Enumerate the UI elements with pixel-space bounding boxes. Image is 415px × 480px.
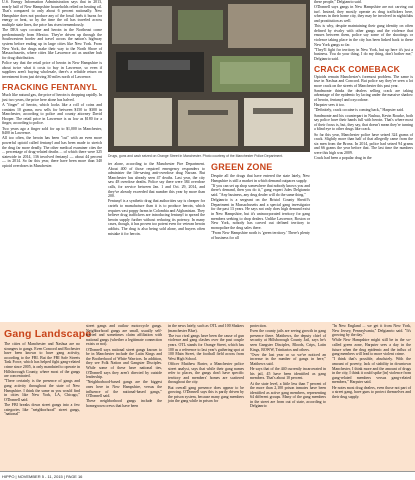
paragraph: But overall gang presence does appear to be growing. O'Donnell says this is partly driven by the prison system, because many gang members join the gang while in prison for	[168, 385, 244, 404]
paragraph: "Definitely, crack cocaine is coming back," Harpster said.	[314, 108, 404, 113]
paragraph: The two rival gangs have been the cause of gun violence and gang clashes over the past couple years. OTL stands for Orange Street, which has 100 as a reference to last year's gathering spot at 100 Main Street, the football field across from West High School.	[168, 333, 244, 361]
article-column-3	[211, 162, 310, 241]
paragraph: street gangs and outlaw motorcycle gangs. Neighborhood gangs are small, usually self-started and sometimes claim affiliation with national gangs (whether a legitimate connection exists or not).	[86, 324, 162, 347]
photo-caption: Drugs, guns and cash seized on Orange Street in Manchester. Photo courtesy of the Manchester Police Department.	[108, 154, 284, 158]
sidebar-column-4	[250, 324, 326, 410]
paragraph: All too often, the heroin has been "cut" with an even more powerful opioid called fentanyl and has been made to stretch the drug far more deadly. The other medical examiner cites the ... percentage of drug-related deaths ... of which there were 325 statewide in 2014, 136 involved fentanyl — about 44 percent — in 2014. So far this year, there have been more than 340 opioid overdoses in Manchester.	[2, 136, 102, 168]
seized-drugs-photo	[108, 0, 310, 152]
paragraph: "I think that's possible, absolutely. With the amount of poverty, lack of stability in downtown Manchester, I think more and the amount of drugs in the city, I think it could spike [in] violence from gang-related members versus gang-related members," Harpster said.	[332, 357, 411, 385]
paragraph: These neighborhood gangs include the homegrown crews that have been	[86, 399, 162, 408]
paragraph: Crack had been a popular drug in the	[314, 156, 372, 161]
paragraph: Even the county jails are seeing growth in gang presence there. Matthews, the deputy chief of security at Hillsborough County Jail, says he's seen Gangster Disciples, Bloods, Crips, Latin Kings, BOWW, Trinitarios and others.	[250, 329, 326, 352]
gang-landscape-sidebar	[0, 322, 415, 471]
paragraph: So far this year, Manchester police have seized 324 grams of crack. Slightly more than half of that allegedly came from the six men from the Bronx. In 2014, police had seized 94 grams and 66 grams the year before that. The last time the numbers were this high was 2009.	[314, 132, 413, 155]
paragraph: Fentanyl is a synthetic drug that authorities say is cheaper for cartels to manufacture than it is to produce heroin, which requires vast poppy farms in Colombia and Afghanistan. They believe drug traffickers are introducing fentanyl to spread the heroin supply further without reducing its potency. In many cases, though, it has proven too potent even for veteran heroin addicts. The drug is also being sold alone, and buyers often mistake it for heroin.	[108, 199, 205, 236]
paragraph: This is why, despite maintaining their gang identity on often defined by rivalry with other gangs and the violence that ensues between them, police say some of the shootings or violence taking place in the city has been linked back to these New York gangs so far.	[314, 24, 413, 47]
paragraph: While New Hampshire might still be in the so-called green zone, Harpster sees a day in the future when the drug epidemic and the influx of gang members will lead to more violent crime.	[332, 338, 411, 357]
paragraph: Opioids remain Manchester's foremost problem. The same is true in Nashua and Concord. But police say they've seen a lot more crack on the streets of Manchester this past year.	[314, 74, 413, 88]
paragraph: Despite all the drugs that have entered the state lately, New Hampshire is still a market in which demand outpaces supply.	[211, 174, 310, 183]
paragraph: "There certainly is the presence of gangs and gang activity throughout the state of New Hampshire. I think the same as you would find in cities like New York, LA, Chicago," O'Donnell said.	[4, 379, 80, 402]
article-column-1	[2, 0, 102, 169]
sidebar-column-1	[4, 342, 80, 417]
paragraph: Sandmonte and his counterpart in Nashua, Kevin Rourke, both say police have their hands full with heroin. That's where most of their focus is, but, they say, that doesn't mean they're turning a blind eye to other drugs like crack.	[314, 113, 413, 132]
paragraph: "They'll fight for territory in New York, but up here it's just a business. You do your thing, I do my thing, don't bother me," Delgianrio said.	[314, 47, 413, 61]
sidebar-column-2	[86, 324, 162, 409]
paragraph: At the state level, a little less than 7 percent of the more than 2,100 prison inmates have been identified as active gang members, representing 64 different groups. Many of the gang members in the street are from out of state, according to Delgianrio	[250, 381, 326, 409]
paragraph: Harpster sees it too.	[314, 103, 345, 108]
paragraph: Much like natural gas, the price of heroin is dropping rapidly. In just two years, the price here alone has halved.	[2, 93, 102, 102]
paragraph: "In New England ... we get it from New York, New Jersey, Pennsylvania," Delgianrio said. "It's growing by the day."	[332, 324, 411, 338]
paragraph: ter alone, according to the Manchester Fire Department. About 400 of those required emergency responders to administer the life-saving anti-overdose drug Narcan. But Manchester has already seen 47 deaths. Last year, the city saw 48 overdose deaths. Police say there were 384 overdose calls, for service between Jan. 1 and Oct. 29, 2014, and they've already exceeded that number this year by more than 200.	[108, 162, 205, 199]
paragraph: "Neighborhood-based gangs are the biggest ones here in New Hampshire, versus the influence of the national-based gangs," O'Donnell said.	[86, 380, 162, 399]
paragraph: The FBI breaks down street gangs into a few categories like "neighborhood" street gangs, "national"	[4, 402, 80, 417]
sidebar-column-3	[168, 324, 244, 404]
paragraph: Delgianrio is a sergeant on the Bristol County Sheriff's Department in Massachusetts and a special gang investigator for the past 13 years. He says not only does high demand exist in New Hampshire, but it's unincorporated territory for gang members seeking to drop dealers. Unlike Lawrence, Boston or New York, nobody has carved out defined territory to monopolize the drug sales there.	[211, 198, 310, 230]
paragraph: Officer Matthew Barter, a Manchester police street analyst, says that while their gang names refer to places, the gangs don't have specific territory and members' homes are scattered throughout the city.	[168, 361, 244, 385]
paragraph: Police say that the retail price of heroin in New Hampshire is about twice what it costs to buy in Lawrence, so even if suppliers aren't buying wholesale, there's a reliable return on investment from just driving 30 miles north of Lawrence.	[2, 60, 102, 79]
paragraph: He says that of the 440 currently incarcerated in his jail, 45 have been identified as gang members. That's about 10 percent.	[250, 367, 326, 381]
paragraph: Sandmonte thinks the dealers selling crack are taking advantage of the epidemic by lacing under the massive shadow of heroin, fentanyl and oxycodone.	[314, 88, 413, 103]
paragraph: O'Donnell says gangs in New Hampshire are not carving out turf. Instead, they mostly operate as drug traffickers here, whereas in their home city, they may be involved in nightclubs and prostitution as well.	[314, 5, 413, 23]
section-heading-green-zone: GREEN ZONE	[211, 162, 273, 172]
paragraph: protection.	[250, 324, 267, 328]
photo-illustration	[108, 0, 310, 152]
paragraph: "Over the last year or so we've noticed an increase in the number of gangs in here," Matthews said.	[250, 352, 326, 366]
paragraph: in the news lately, such as OTL and 100 Shakers (manchester Blue).	[168, 324, 244, 333]
section-heading-crack-comeback: CRACK COMEBACK	[314, 63, 400, 74]
paragraph: U.S. Energy Information Administration says that in 2013, nearly half of New Hampshire households relied on heating oil. That's compared to only about 6 percent nationally. New Hampshire does not produce any of the fossil fuels it burns for energy or heat, so by the time the oil has traveled across multiple state lines, the price has risen tremendously.	[2, 0, 102, 27]
page-footer: HIPPO | NOVEMBER 5 - 11, 2015 | PAGE 16	[0, 471, 415, 480]
paragraph: The cities of Manchester and Nashua are no strangers to gangs. Even Concord and Rochester have been known to have gang activity, according to the FBI. But the FBI Safe Streets Task Force, which has helped fight gang-related crime since 2005, is only mandated to operate in Hillsborough County, where most of the gangs are concentrated.	[4, 342, 80, 379]
paragraph: Two years ago a finger sold for up to $1,000 in Manchester, $400 in Lawrence.	[2, 126, 102, 136]
sidebar-column-5	[332, 324, 411, 400]
article-column-4	[314, 0, 413, 161]
paragraph: "From New Hampshire north is 'green territory.' There's plenty of business for all	[211, 230, 310, 240]
sidebar-title: Gang Landscape	[4, 328, 92, 340]
article-column-2	[108, 162, 205, 237]
paragraph: He notes most drug dealers, even those not part of a street gang, have guns to protect themselves and their drug supply.	[332, 385, 411, 399]
paragraph: O'Donnell says national street gangs known to be in Manchester include the Latin Kings and the Brotherhood of White Warriors. In addition, they see Folk Nation and Gangster Disciples. While some of these have national ties, O'Donnell says they aren't directed by outside leadership.	[86, 347, 162, 380]
paragraph: these people," Delgianrio said.	[314, 0, 362, 4]
section-heading-fracking-fentanyl: FRACKING FENTANYL	[2, 82, 98, 93]
paragraph: "If you can set up shop somewhere that nobody knows you and there's demand, then you do it," gang expert Jules Delgianrio said. "Any business, any drug dealer will do the same thing."	[211, 183, 310, 197]
paragraph: The DEA says cocaine and heroin in the Northeast come predominantly from Mexico. They're driven up through the Southwestern border and travel across the nation's highway system before ending up in large cities like New York. From New York, the drugs make their way to the North Shore of Massachusetts, where cities like Lawrence act as another hub for drug distribution.	[2, 28, 102, 60]
paragraph: A "finger" of heroin, which looks like a roll of coins and contains 10 grams, now sells for between $150 to $300 in Manchester, according to police and county attorney David Hooper. The retail price in Lawrence is as low as $180 for a finger, according to police.	[2, 103, 102, 126]
